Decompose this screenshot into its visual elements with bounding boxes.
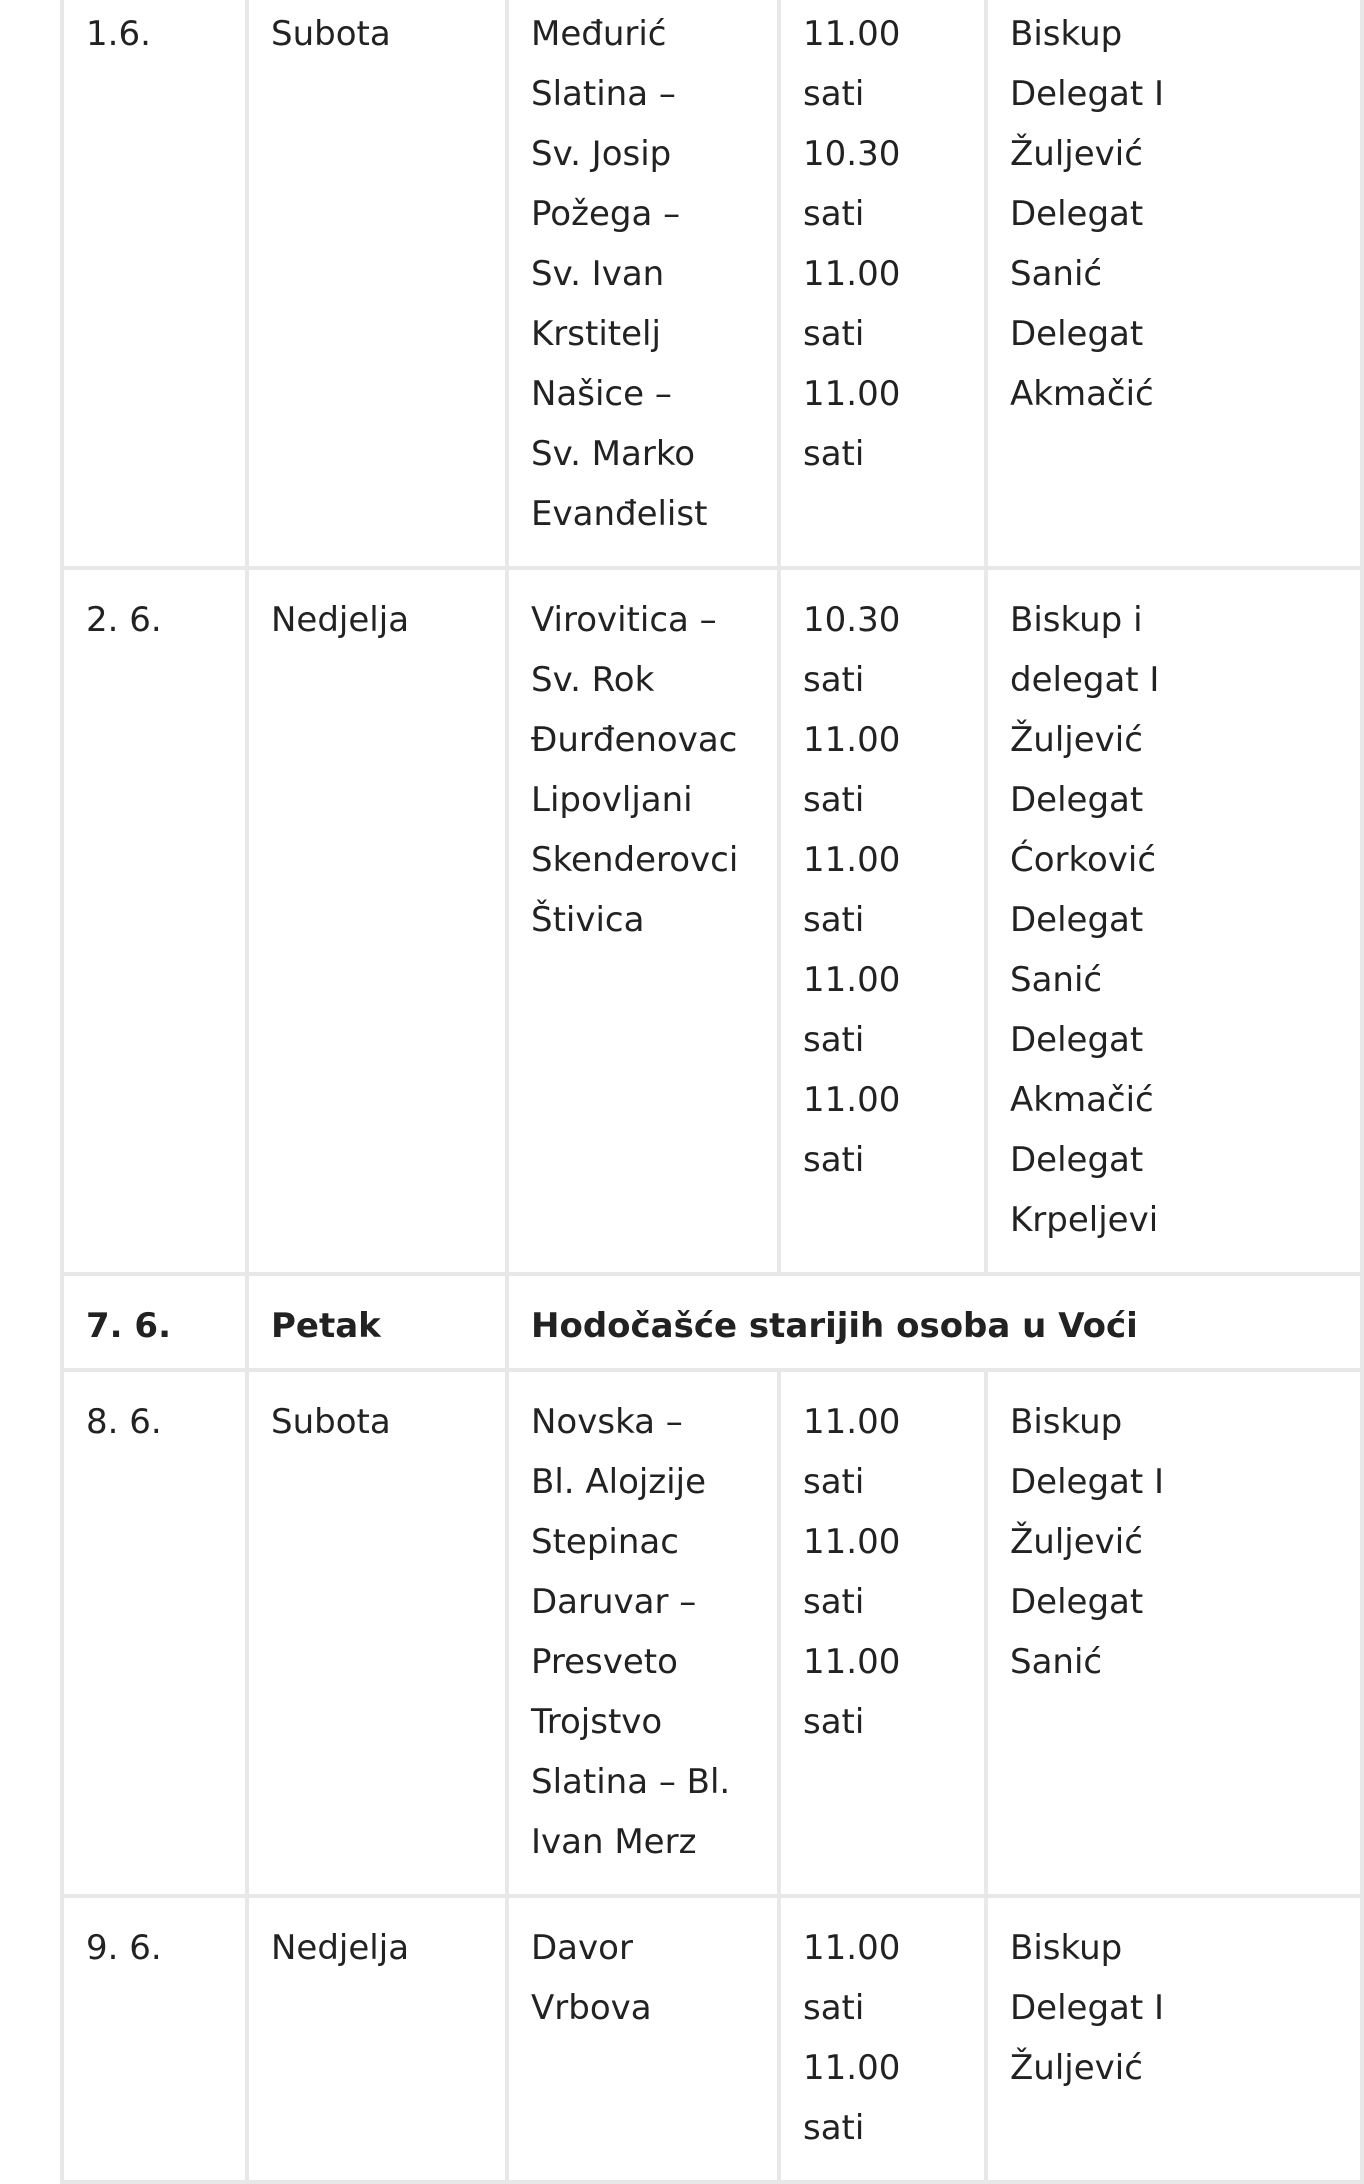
time-cell-line: sati [803,900,865,940]
celebrant-cell-line: Ćorković [1010,840,1157,880]
celebrant-cell-line: Žuljević [1010,2048,1143,2088]
place-cell-line: Evanđelist [531,494,708,534]
place-cell-line: Sv. Rok [531,660,655,700]
time-cell-line: sati [803,1020,865,1060]
celebrant-cell-line: Delegat [1010,314,1144,354]
table-row [62,1896,1362,2182]
time-cell-line: 11.00 [803,254,901,294]
place-cell-line: Ivan Merz [531,1822,697,1862]
time-cell-line: sati [803,1702,865,1742]
celebrant-cell [986,1896,1362,2182]
time-cell-line: 11.00 [803,374,901,414]
table-row [62,1274,1362,1370]
place-cell [507,1896,779,2182]
celebrant-cell-line: Sanić [1010,960,1103,1000]
schedule-table [60,0,1364,2184]
celebrant-cell-line: Delegat [1010,194,1144,234]
place-cell-line: Novska – [531,1402,683,1442]
time-cell-line: 11.00 [803,1080,901,1120]
place-cell-line: Sv. Josip [531,134,672,174]
place-cell-line: Požega – [531,194,681,234]
day-cell: Subota [247,1370,507,1896]
celebrant-cell-line: Delegat [1010,900,1144,940]
time-cell-line: sati [803,780,865,820]
place-cell [507,0,779,568]
time-cell-line: sati [803,1582,865,1622]
time-cell-line: 11.00 [803,720,901,760]
celebrant-cell-line: Delegat [1010,1020,1144,1060]
schedule-body [62,0,1362,2182]
time-cell [779,0,986,568]
celebrant-cell-line: Akmačić [1010,1080,1154,1120]
date-cell: 8. 6. [62,1370,247,1896]
date-cell: 1.6. [62,0,247,568]
place-cell-line: Virovitica – [531,600,717,640]
time-cell-line: 11.00 [803,1928,901,1968]
place-cell-line: Slatina – Bl. [531,1762,731,1802]
time-cell-line: 11.00 [803,14,901,54]
celebrant-cell-line: Biskup i [1010,600,1143,640]
day-cell: Nedjelja [247,1896,507,2182]
time-cell [779,1896,986,2182]
place-cell-line: Davor [531,1928,633,1968]
place-cell [507,568,779,1274]
date-cell: 2. 6. [62,568,247,1274]
place-cell-line: Daruvar – [531,1582,697,1622]
place-cell-line: Vrbova [531,1988,652,2028]
celebrant-cell [986,1370,1362,1896]
place-cell-line: Lipovljani [531,780,693,820]
place-cell-line: Međurić [531,14,667,54]
celebrant-cell-line: Biskup [1010,1402,1123,1442]
table-row [62,568,1362,1274]
time-cell [779,1370,986,1896]
time-cell-line: sati [803,1140,865,1180]
celebrant-cell-line: Sanić [1010,1642,1103,1682]
day-cell: Petak [247,1274,507,1370]
place-cell-line: Skenderovci [531,840,739,880]
time-cell-line: sati [803,1988,865,2028]
time-cell-line: sati [803,2108,865,2148]
celebrant-cell-line: Delegat [1010,780,1144,820]
time-cell-line: sati [803,660,865,700]
day-cell: Nedjelja [247,568,507,1274]
celebrant-cell-line: Žuljević [1010,720,1143,760]
time-cell [779,568,986,1274]
celebrant-cell-line: Delegat I [1010,1462,1165,1502]
time-cell-line: 11.00 [803,2048,901,2088]
place-cell-line: Presveto [531,1642,678,1682]
table-row [62,1370,1362,1896]
time-cell-line: 11.00 [803,960,901,1000]
time-cell-line: 11.00 [803,1642,901,1682]
time-cell-line: sati [803,434,865,474]
table-row [62,0,1362,568]
celebrant-cell-line: Delegat [1010,1582,1144,1622]
celebrant-cell-line: Sanić [1010,254,1103,294]
date-cell: 9. 6. [62,1896,247,2182]
place-cell-line: Trojstvo [531,1702,663,1742]
celebrant-cell-line: delegat I [1010,660,1160,700]
time-cell-line: sati [803,194,865,234]
date-cell: 7. 6. [62,1274,247,1370]
time-cell-line: 10.30 [803,600,901,640]
place-cell-line: Slatina – [531,74,676,114]
day-cell: Subota [247,0,507,568]
place-cell [507,1370,779,1896]
place-cell-line: Đurđenovac [531,720,738,760]
celebrant-cell-line: Biskup [1010,14,1123,54]
time-cell-line: sati [803,74,865,114]
time-cell-line: 11.00 [803,1402,901,1442]
place-cell-line: Štivica [531,900,645,940]
place-cell-line: Krstitelj [531,314,661,354]
time-cell-line: sati [803,1462,865,1502]
place-cell-line: Našice – [531,374,672,414]
celebrant-cell-line: Biskup [1010,1928,1123,1968]
place-cell-line: Sv. Marko [531,434,696,474]
celebrant-cell-line: Delegat I [1010,74,1165,114]
place-cell-line: Bl. Alojzije [531,1462,706,1502]
celebrant-cell [986,568,1362,1274]
time-cell-line: 11.00 [803,840,901,880]
place-cell-line: Sv. Ivan [531,254,665,294]
place-cell-line: Stepinac [531,1522,679,1562]
time-cell-line: sati [803,314,865,354]
celebrant-cell-line: Akmačić [1010,374,1154,414]
time-cell-line: 10.30 [803,134,901,174]
celebrant-cell-line: Delegat I [1010,1988,1165,2028]
celebrant-cell [986,0,1362,568]
time-cell-line: 11.00 [803,1522,901,1562]
celebrant-cell-line: Delegat [1010,1140,1144,1180]
celebrant-cell-line: Žuljević [1010,134,1143,174]
celebrant-cell-line: Žuljević [1010,1522,1143,1562]
celebrant-cell-line: Krpeljevi [1010,1200,1159,1240]
event-cell: Hodočašće starijih osoba u Voći [507,1274,1362,1370]
